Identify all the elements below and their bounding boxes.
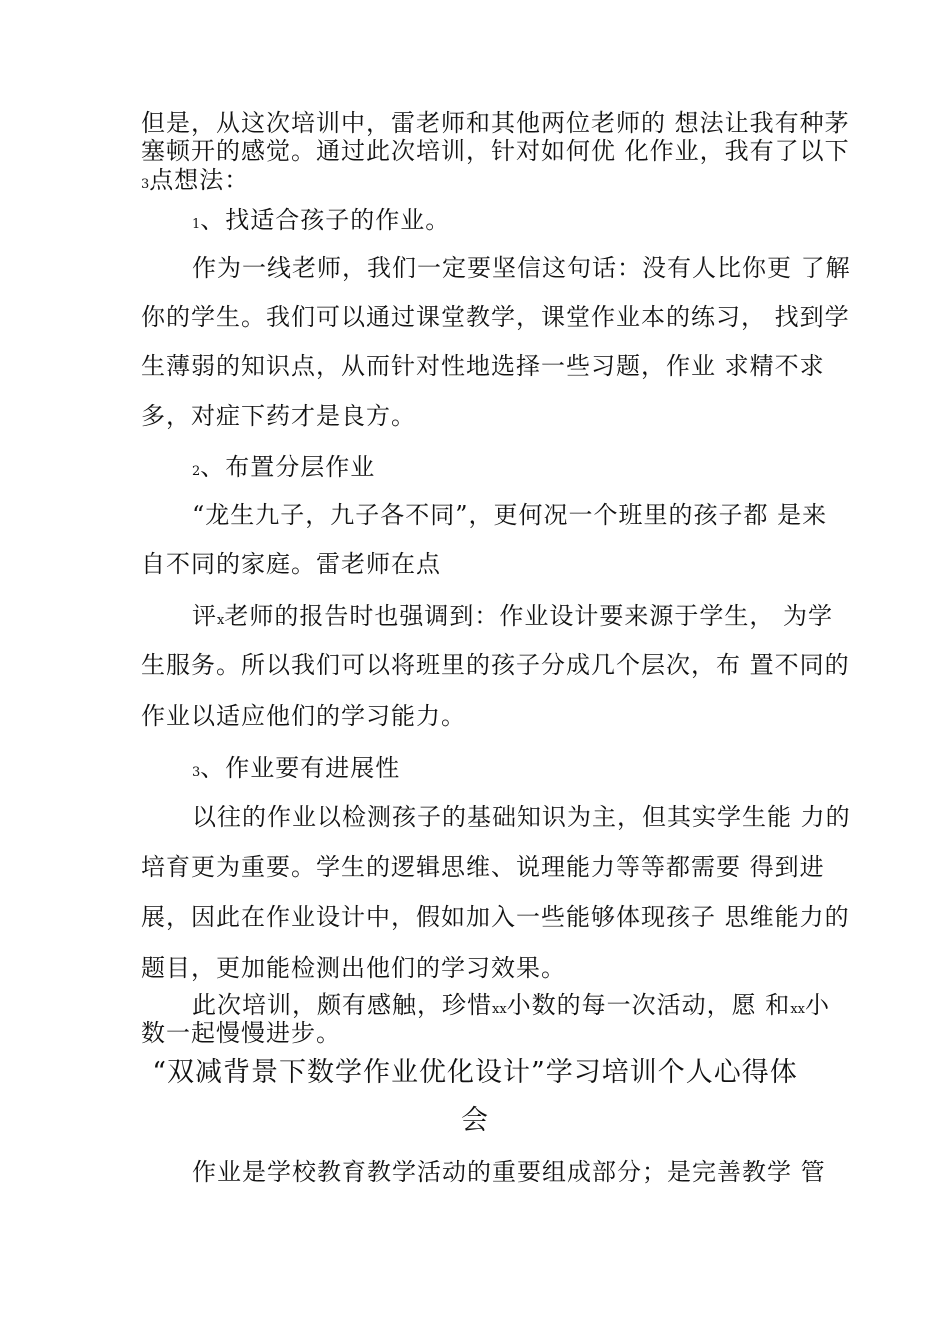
point3-line-4: 题目，更加能检测出他们的学习效果。 — [141, 954, 566, 982]
point1-line-4: 多，对症下药才是良方。 — [141, 402, 416, 430]
point3-heading-text: 、作业要有进展性 — [200, 754, 401, 782]
intro-line-2: 塞顿开的感觉。通过此次培训，针对如何优 化作业，我有了以下 — [141, 137, 850, 165]
point2-line-2: 自不同的家庭。雷老师在点 — [141, 550, 441, 578]
closing-xx-1: xx — [492, 1002, 507, 1017]
intro-line-3 — [141, 160, 249, 195]
point3-line-3: 展，因此在作业设计中，假如加入一些能够体现孩子 思维能力的 — [141, 903, 850, 931]
closing-line-2: 数一起慢慢进步。 — [141, 1019, 341, 1047]
point2-line-3-x: x — [217, 613, 225, 628]
point2-line-1: “龙生九子，九子各不同”，更何况一个班里的孩子都 是来 — [192, 501, 828, 529]
point1-line-3: 生薄弱的知识点，从而针对性地选择一些习题，作业 求精不求 — [141, 352, 825, 380]
point2-line-5: 作业以适应他们的学习能力。 — [141, 702, 466, 730]
point1-heading — [192, 200, 450, 235]
point2-number: 2 — [192, 464, 201, 479]
point1-number: 1 — [192, 217, 201, 232]
closing-post: 小 — [804, 991, 830, 1019]
intro-line-1: 但是，从这次培训中，雷老师和其他两位老师的 想法让我有种茅 — [141, 109, 850, 137]
closing-mid: 小数的每一次活动，愿 和 — [506, 991, 791, 1019]
closing-pre: 此次培训，颇有感触，珍惜 — [192, 991, 492, 1019]
point3-number: 3 — [192, 765, 201, 780]
point2-line-3-post: 老师的报告时也强调到：作业设计要来源于学生， 为学 — [224, 602, 833, 630]
point2-heading — [192, 447, 375, 482]
second-article-title-line-1: “双减背景下数学作业优化设计”学习培训个人心得体 — [152, 1057, 798, 1088]
intro-text: 点想法： — [149, 166, 250, 194]
point3-heading — [192, 748, 400, 783]
point2-line-3 — [192, 596, 833, 631]
point2-line-4: 生服务。所以我们可以将班里的孩子分成几个层次，布 置不同的 — [141, 651, 850, 679]
point1-heading-text: 、找适合孩子的作业。 — [200, 206, 451, 234]
point2-heading-text: 、布置分层作业 — [200, 453, 376, 481]
intro-number: 3 — [141, 177, 150, 192]
closing-xx-2: xx — [790, 1002, 805, 1017]
point1-line-1: 作为一线老师，我们一定要坚信这句话：没有人比你更 了解 — [192, 254, 851, 282]
second-article-title-line-2: 会 — [461, 1105, 489, 1136]
second-article-first-line: 作业是学校教育教学活动的重要组成部分；是完善教学 管 — [192, 1158, 826, 1186]
point1-line-2: 你的学生。我们可以通过课堂教学，课堂作业本的练习， 找到学 — [141, 303, 850, 331]
point3-line-2: 培育更为重要。学生的逻辑思维、说理能力等等都需要 得到进 — [141, 853, 825, 881]
point2-line-3-pre: 评 — [192, 602, 217, 630]
point3-line-1: 以往的作业以检测孩子的基础知识为主，但其实学生能 力的 — [192, 803, 851, 831]
